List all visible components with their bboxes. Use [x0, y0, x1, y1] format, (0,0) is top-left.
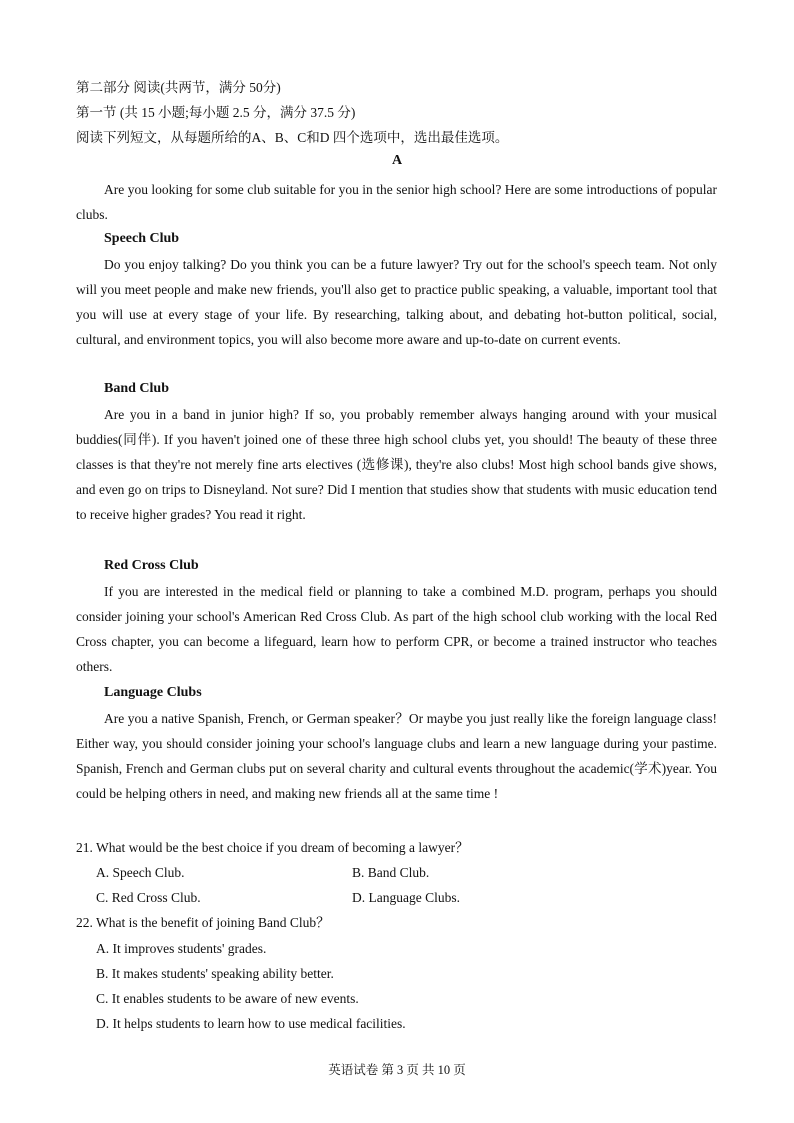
question-22-stem: 22. What is the benefit of joining Band Club？: [76, 915, 330, 930]
passage-title: A: [391, 153, 403, 168]
band-club-paragraph: [76, 402, 717, 527]
page-footer: 英语试卷 第 3 页 共 10 页: [328, 1063, 466, 1077]
intro-paragraph: [76, 177, 717, 227]
language-clubs-paragraph: [76, 706, 717, 806]
red-cross-club-paragraph: [76, 579, 717, 679]
section-heading: 第一节 (共 15 小题;每小题 2.5 分，满分 37.5 分): [76, 105, 356, 120]
question-22-option-b[interactable]: B. It makes students' speaking ability better.: [96, 966, 334, 981]
red-cross-club-text: If you are interested in the medical field or planning to take a combined M.D. program, perhaps you should consider joining your school's American Red Cross Club. As part of the high school club working with the local Red Cross chapter, you can become a lifeguard, learn how to perform CPR, or become a trained instructor who teaches others.: [76, 584, 717, 675]
intro-text: Are you looking for some club suitable for you in the senior high school? Here are some introductions of popular clubs.: [76, 182, 717, 223]
question-21-option-c[interactable]: C. Red Cross Club.: [96, 890, 201, 905]
question-21-option-b[interactable]: B. Band Club.: [352, 865, 430, 880]
club-heading-language: Language Clubs: [104, 685, 202, 700]
question-21-stem: 21. What would be the best choice if you dream of becoming a lawyer？: [76, 840, 469, 855]
question-22-option-c[interactable]: C. It enables students to be aware of new events.: [96, 991, 359, 1006]
band-club-text: Are you in a band in junior high? If so, you probably remember always hanging around with your musical buddies(同伴). If you haven't joined one of these three high school clubs yet, you should! The beauty of these three classes is that they're not merely fine arts electives (选修课), they're also clubs! Most high school bands give shows, and even go on trips to Disneyland. Not sure? Did I mention that studies show that students with music education tend to receive higher grades? You read it right.: [76, 407, 717, 523]
club-heading-red-cross: Red Cross Club: [104, 558, 199, 573]
part-heading: 第二部分 阅读(共两节，满分 50分): [76, 80, 281, 95]
club-heading-band: Band Club: [104, 381, 169, 396]
language-clubs-text: Are you a native Spanish, French, or German speaker？Or maybe you just really like the foreign language class! Either way, you should consider joining your school's language clubs and learn a new language during your pastime. Spanish, French and German clubs put on several charity and cultural events throughout the academic(学术)year. You could be helping others in need, and making new friends all at the same time !: [76, 711, 717, 802]
question-22-option-a[interactable]: A. It improves students' grades.: [96, 941, 267, 956]
instruction-text: 阅读下列短文，从每题所给的A、B、C和D 四个选项中，选出最佳选项。: [76, 130, 509, 145]
speech-club-paragraph: [76, 252, 717, 352]
question-22-option-d[interactable]: D. It helps students to learn how to use medical facilities.: [96, 1016, 406, 1031]
club-heading-speech: Speech Club: [104, 231, 180, 246]
question-21-option-a[interactable]: A. Speech Club.: [96, 865, 185, 880]
speech-club-text: Do you enjoy talking? Do you think you can be a future lawyer? Try out for the school's speech team. Not only will you meet people and make new friends, you'll also get to practice public speaking, a valuable, important tool that you will use at every stage of your life. By researching, talking about, and debating hot-button political, social, cultural, and environment topics, you will also become more aware and up-to-date on current events.: [76, 257, 717, 348]
question-21-option-d[interactable]: D. Language Clubs.: [352, 890, 460, 905]
